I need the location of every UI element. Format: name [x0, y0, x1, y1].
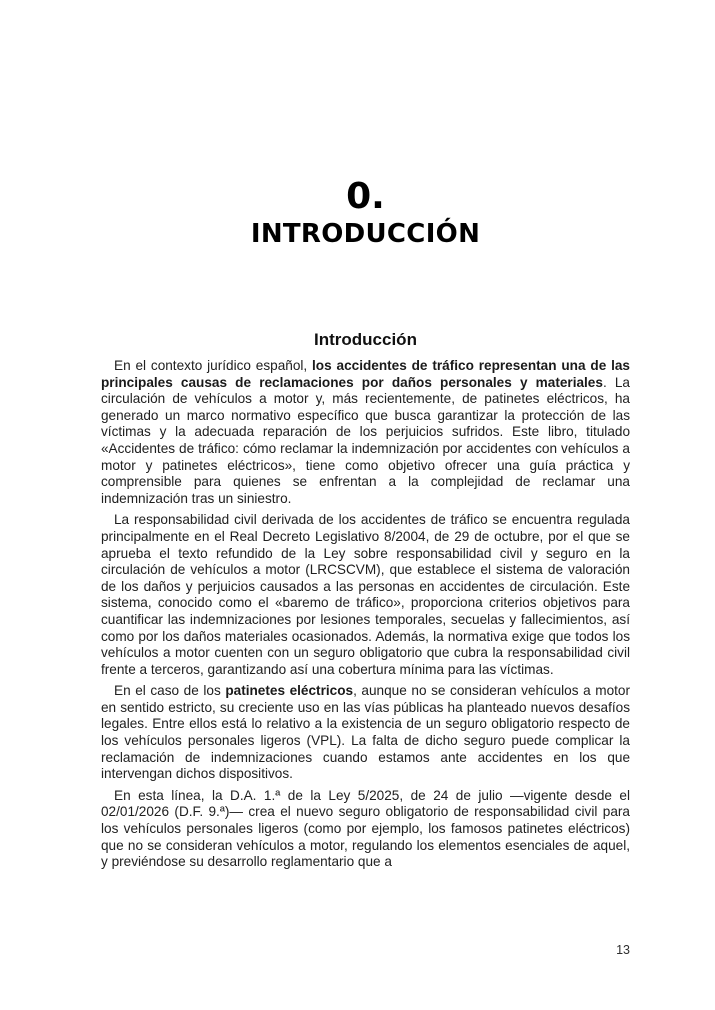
section-title: Introducción [314, 330, 417, 349]
page-footer [101, 941, 630, 959]
paragraph-intro-context: En el contexto jurídico español, los accidentes de tráfico representan una de las principales causas de reclamaciones por daños personales y materiales. La circulación de vehículos a motor y, más recientemente, de patinetes eléctricos, ha generado un marco normativo específico que busca garantizar la protección de las víctimas y la adecuada reparación de los perjuicios sufridos. Este libro, titulado «Accidentes de tráfico: cómo reclamar la indemnización por accidentes con vehículos a motor y patinetes eléctricos», tiene como objetivo ofrecer una guía práctica y comprensible para quienes se enfrentan a la complejidad de reclamar una indemnización tras un siniestro. [101, 358, 630, 506]
chapter-number: 0. [346, 176, 385, 217]
page-number: 13 [616, 943, 630, 957]
chapter-heading [101, 176, 630, 249]
page-body [101, 330, 630, 876]
paragraph-law-5-2025: En esta línea, la D.A. 1.ª de la Ley 5/2025, de 24 de julio —vigente desde el 02/01/2026 (D.F. 9.ª)— crea el nuevo seguro obligatorio de responsabilidad civil para los vehículos personales ligeros (como por ejemplo, los famosos patinetes eléctricos) que no se consideran vehículos a motor, regulando los elementos esenciales de aquel, y previéndose su desarrollo reglamentario que a [101, 787, 630, 870]
chapter-title: INTRODUCCIÓN [250, 219, 481, 249]
paragraph-electric-scooters: En el caso de los patinetes eléctricos, aunque no se consideran vehículos a motor en sentido estricto, su creciente uso en las vías públicas ha planteado nuevos desafíos legales. Entre ellos está lo relativo a la existencia de un seguro obligatorio respecto de los vehículos personales ligeros (VPL). La falta de dicho seguro puede complicar la reclamación de indemnizaciones cuando estamos ante accidentes en los que intervengan dichos dispositivos. [101, 683, 630, 782]
paragraph-civil-liability: La responsabilidad civil derivada de los accidentes de tráfico se encuentra regulada principalmente en el Real Decreto Legislativo 8/2004, de 29 de octubre, por el que se aprueba el texto refundido de la Ley sobre responsabilidad civil y seguro en la circulación de vehículos a motor (LRCSCVM), que establece el sistema de valoración de los daños y perjuicios causados a las personas en accidentes de circulación. Este sistema, conocido como el «baremo de tráfico», proporciona criterios objetivos para cuantificar las indemnizaciones por lesiones temporales, secuelas y fallecimientos, así como por los daños materiales ocasionados. Además, la normativa exige que todos los vehículos a motor cuenten con un seguro obligatorio que cubra la responsabilidad civil frente a terceros, garantizando así una cobertura mínima para las víctimas. [101, 512, 630, 677]
